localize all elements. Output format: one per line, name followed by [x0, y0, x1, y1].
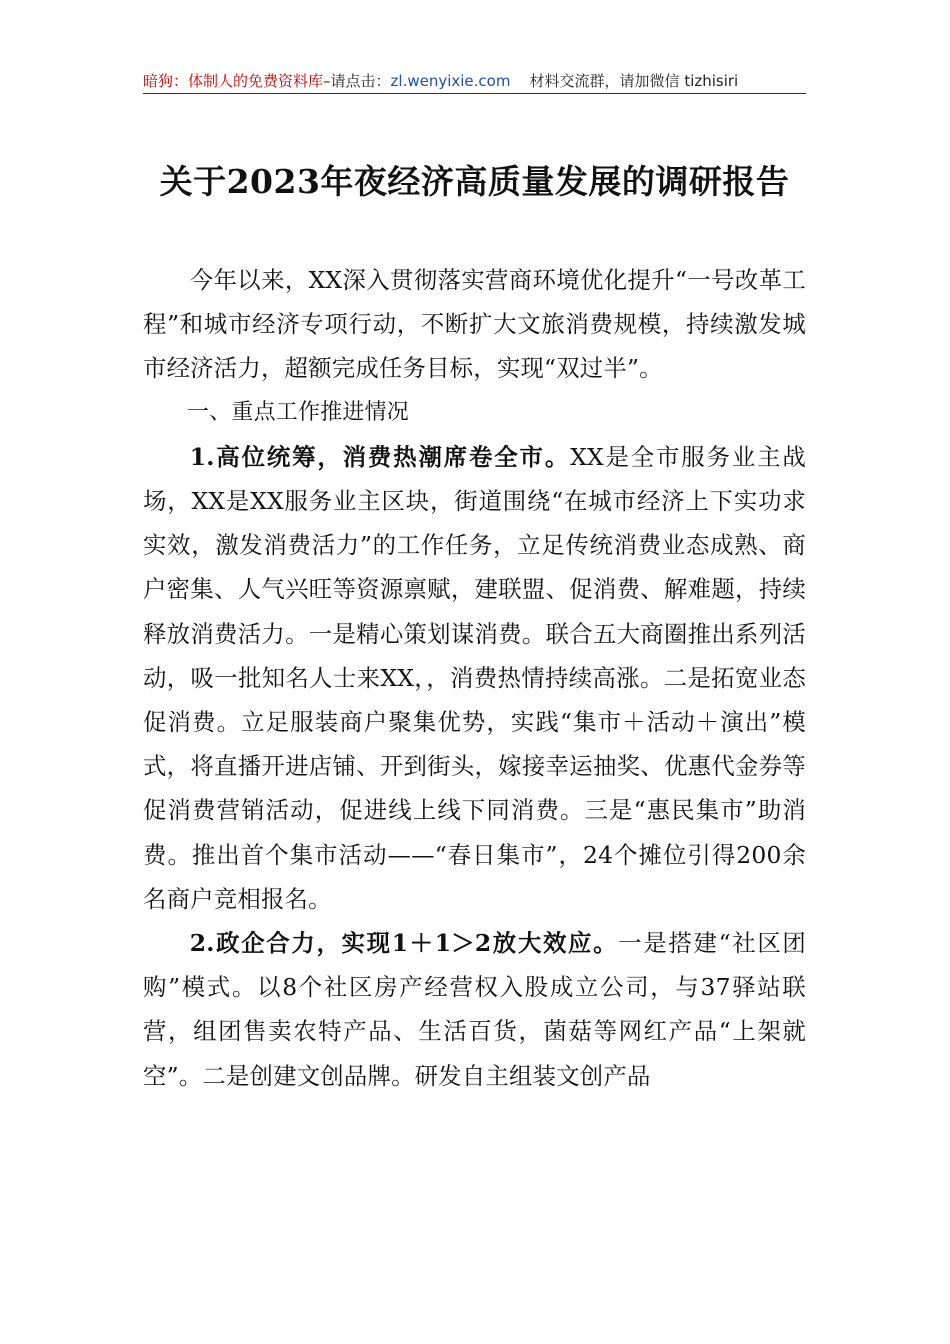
page-header [143, 70, 806, 94]
header-click-prompt: –请点击： [323, 72, 391, 90]
point-2-paragraph [143, 921, 806, 1098]
header-divider [143, 93, 806, 94]
section-heading: 一、重点工作推进情况 [187, 399, 410, 425]
intro-paragraph: 今年以来，XX深入贯彻落实营商环境优化提升“一号改革工程”和城市经济专项行动，不断扩大文旅消费规模，持续激发城市经济活力，超额完成任务目标，实现“双过半”。 [143, 266, 806, 383]
point-2-title: 2.政企合力，实现1＋1＞2放大效应。 [189, 929, 619, 958]
point-1-paragraph [143, 435, 806, 921]
document-body [143, 258, 806, 1098]
point-1-title: 1.高位统筹，消费热潮席卷全市。 [189, 442, 571, 471]
document-title: 关于2023年夜经济高质量发展的调研报告 [159, 162, 790, 201]
point-1-body: XX是全市服务业主战场，XX是XX服务业主区块，街道围绕“在城市经济上下实功求实效，激发消费活力”的工作任务，立足传统消费业态成熟、商户密集、人气兴旺等资源禀赋，建联盟、促消费、解难题，持续释放消费活力。一是精心策划谋消费。联合五大商圈推出系列活动，吸一批知名人士来XX，，消费热情持续高涨。二是拓宽业态促消费。立足服装商户聚集优势，实践“集市＋活动＋演出”模式，将直播开进店铺、开到街头，嫁接幸运抽奖、优惠代金券等促消费营销活动，促进线上线下同消费。三是“惠民集市”助消费。推出首个集市活动——“春日集市”，24个摊位引得200余名商户竞相报名。 [143, 442, 806, 913]
header-site-name: 暗狗：体制人的免费资料库 [143, 72, 324, 90]
header-site-link[interactable]: zl.wenyixie.com [390, 72, 511, 90]
point-2-body: 一是搭建“社区团购”模式。以8个社区房产经营权入股成立公司，与37驿站联营，组团售卖农特产品、生活百货，菌菇等网红产品“上架就空”。二是创建文创品牌。研发自主组装文创产品 [143, 929, 806, 1090]
header-group-note: 材料交流群，请加微信 tizhisiri [529, 72, 739, 90]
